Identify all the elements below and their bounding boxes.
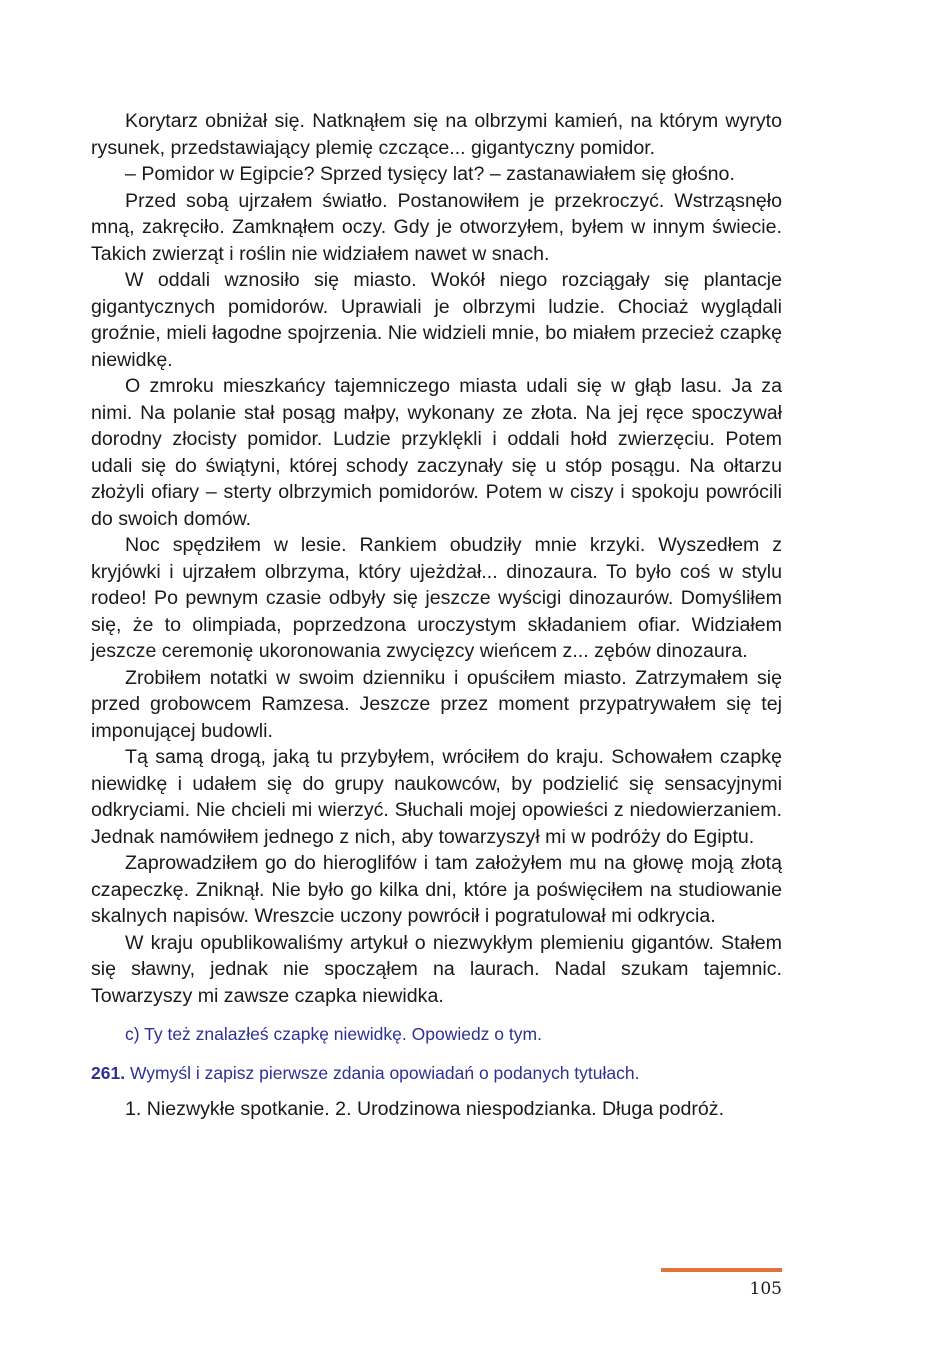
exercise-number: 261. [91, 1063, 126, 1083]
page-content [91, 108, 782, 1122]
story-paragraph: Zaprowadziłem go do hieroglifów i tam założyłem mu na głowę moją złotą czapeczkę. Zniknął. Nie było go kilka dni, które ja poświęciłem na studiowanie skalnych napisów. Wreszcie uczony powrócił i pogratulował mi odkrycia. [91, 852, 782, 927]
story-titles-line: 1. Niezwykłe spotkanie. 2. Urodzinowa niespodzianka. Długa podróż. [125, 1098, 725, 1120]
page-number: 105 [749, 1279, 782, 1299]
story-paragraph: W oddali wznosiło się miasto. Wokół niego rozciągały się plantacje gigantycznych pomidorów. Uprawiali je olbrzymi ludzie. Chociaż wyglądali groźnie, mieli łagodne spojrzenia. Nie widzieli mnie, bo miałem przecież czapkę niewidkę. [91, 269, 782, 371]
story-paragraph: O zmroku mieszkańcy tajemniczego miasta udali się w głąb lasu. Ja za nimi. Na polanie stał posąg małpy, wykonany ze złota. Na jej ręce spoczywał dorodny złocisty pomidor. Ludzie przyklękli i oddali hołd zwierzęciu. Potem udali się do świątyni, której schody zaczynały się u stóp posągu. Na ołtarzu złożyli ofiary – sterty olbrzymich pomidorów. Potem w ciszy i spokoju powrócili do swoich domów. [91, 375, 782, 530]
footer-rule [661, 1268, 782, 1272]
story-paragraph: Noc spędziłem w lesie. Rankiem obudziły mnie krzyki. Wyszedłem z kryjówki i ujrzałem olbrzyma, który ujeżdżał... dinozaura. To było coś w stylu rodeo! Po pewnym czasie odbyły się jeszcze wyścigi dinozaurów. Domyśliłem się, że to olimpiada, poprzedzona uroczystym składaniem ofiar. Widziałem jeszcze ceremonię ukoronowania zwycięzcy wieńcem z... zębów dinozaura. [91, 534, 782, 662]
exercise-261 [91, 1062, 782, 1084]
story-paragraph: Zrobiłem notatki w swoim dzienniku i opuściłem miasto. Zatrzymałem się przed grobowcem Ramzesa. Jeszcze przez moment przypatrywałem się tej imponującej budowli. [91, 666, 782, 742]
story-paragraph: Korytarz obniżał się. Natknąłem się na olbrzymi kamień, na którym wyryto rysunek, przedstawiający plemię czczące... gigantyczny pomidor. [91, 110, 782, 159]
story-paragraph: W kraju opublikowaliśmy artykuł o niezwykłym plemieniu gigantów. Stałem się sławny, jednak nie spocząłem na laurach. Nadal szukam tajemnic. Towarzyszy mi zawsze czapka niewidka. [91, 931, 782, 1007]
task-c-instruction: c) Ty też znalazłeś czapkę niewidkę. Opowiedz o tym. [125, 1024, 542, 1044]
story-text [91, 108, 782, 1009]
story-paragraph: Przed sobą ujrzałem światło. Postanowiłem je przekroczyć. Wstrząsnęło mną, zakręciło. Zamknąłem oczy. Gdy je otworzyłem, byłem w innym świecie. Takich zwierząt i roślin nie widziałem nawet w snach. [91, 189, 782, 265]
exercise-instruction: Wymyśl i zapisz pierwsze zdania opowiadań o podanych tytułach. [129, 1063, 640, 1083]
story-paragraph: – Pomidor w Egipcie? Sprzed tysięcy lat? – zastanawiałem się głośno. [125, 163, 735, 185]
story-paragraph: Tą samą drogą, jaką tu przybyłem, wróciłem do kraju. Schowałem czapkę niewidkę i udałem się do grupy naukowców, by podzielić się sensacyjnymi odkryciami. Nie chcieli mi wierzyć. Słuchali mojej opowieści z niedowierzaniem. Jednak namówiłem jednego z nich, aby towarzyszył mi w podróży do Egiptu. [91, 746, 782, 848]
